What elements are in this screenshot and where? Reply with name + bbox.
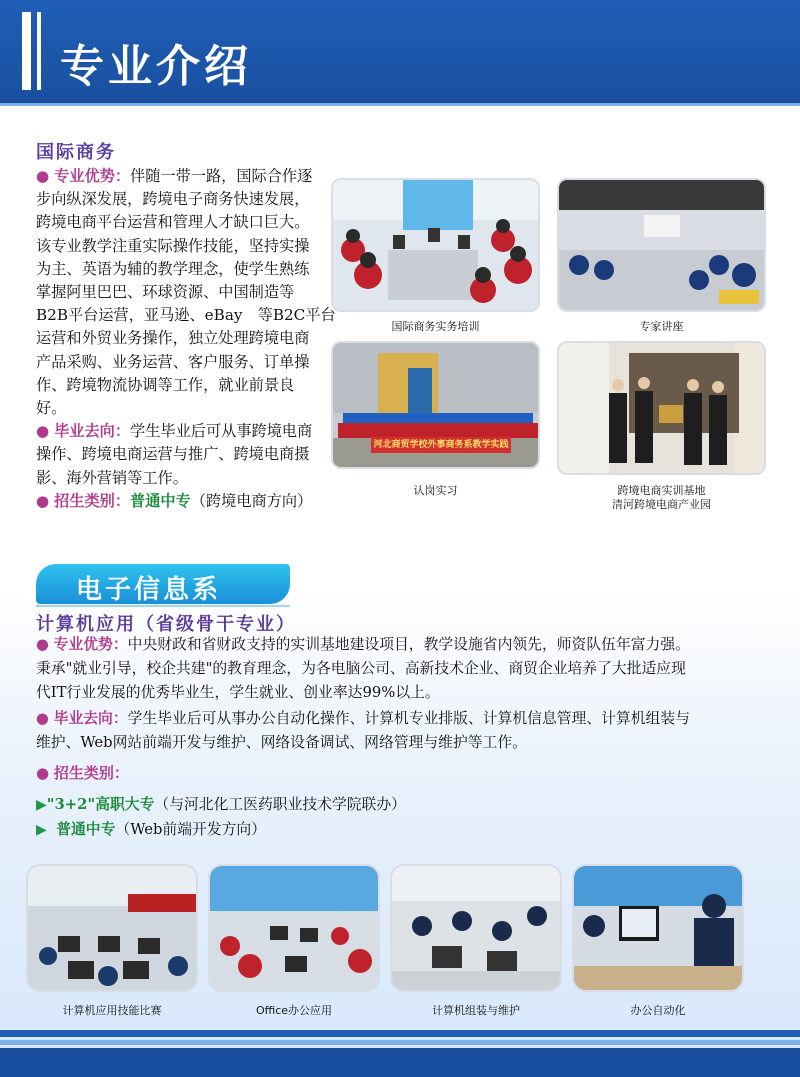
text-line: 伴随一带一路，国际合作逐 — [130, 167, 313, 185]
bullet-icon: ● — [36, 636, 49, 653]
footer-stripe — [0, 1040, 800, 1045]
text-line: B2B平台运营，亚马逊、eBay 等B2C平台 — [36, 306, 336, 325]
enrollment-note: （与河北化工医药职业技术学院联办） — [154, 796, 406, 813]
text-line: 维护、Web网站前端开发与维护、网络设备调试、网络管理与维护等工作。 — [36, 734, 527, 751]
bullet-icon: ● — [36, 167, 50, 185]
advantage-label: 专业优势： — [54, 167, 131, 185]
major-title-intl-business: 国际商务 — [36, 142, 116, 163]
footer-band — [0, 1048, 800, 1077]
header-accent-bar — [22, 12, 31, 90]
text-line: 掌握阿里巴巴、环球资源、中国制造等 — [36, 283, 295, 302]
caption: 清河跨境电商产业园 — [612, 498, 711, 511]
caption: 办公自动化 — [630, 1004, 686, 1017]
computer-advantage-block — [36, 633, 776, 705]
text-line: 好。 — [36, 399, 67, 418]
header-accent-bar-thin — [37, 12, 41, 90]
bullet-icon: ● — [36, 710, 49, 727]
text-line: 运营和外贸业务操作，独立处理跨境电商 — [36, 329, 310, 348]
text-line: 作、跨境物流协调等工作，就业前景良 — [36, 375, 295, 394]
text-line: 操作、跨境电商运营与推广、跨境电商摄 — [36, 445, 310, 464]
photo-office-automation — [572, 864, 744, 992]
footer-stripe — [0, 1030, 800, 1037]
enrollment-label: 招生类别： — [53, 764, 129, 782]
caption: 国际商务实务培训 — [391, 320, 480, 333]
department-ribbon — [36, 564, 290, 604]
photo-ecommerce-base — [557, 341, 766, 475]
computer-destination-block — [36, 707, 776, 755]
enrollment-item — [36, 793, 406, 817]
text-line: 代IT行业发展的优秀毕业生，学生就业、创业率达99%以上。 — [36, 684, 440, 701]
bullet-icon: ● — [36, 491, 50, 510]
photo-training — [331, 178, 540, 312]
text-line: 产品采购、业务运营、客户服务、订单操 — [36, 352, 310, 371]
text-line: 中央财政和省财政支持的实训基地建设项目，教学设施省内领先，师资队伍年富力强。 — [127, 636, 690, 653]
photo-internship — [331, 341, 540, 469]
caption: 专家讲座 — [639, 320, 684, 333]
enrollment-item — [36, 818, 266, 842]
enrollment-label: 招生类别： — [54, 491, 131, 510]
destination-label: 毕业去向： — [53, 710, 128, 727]
banner-text: 河北商贸学校外事商务系教学实践 — [371, 437, 511, 453]
page-title: 专业介绍 — [60, 41, 252, 92]
bullet-icon: ● — [36, 764, 50, 782]
text-line: 为主、英语为辅的教学理念，使学生熟练 — [36, 259, 310, 278]
caption: 认岗实习 — [413, 484, 458, 497]
destination-label: 毕业去向： — [54, 422, 131, 441]
page-header — [0, 0, 800, 103]
photo-skills-contest — [26, 864, 198, 992]
photo-lecture — [557, 178, 766, 312]
caption: 计算机应用技能比赛 — [62, 1004, 162, 1017]
photo-office-apps — [208, 864, 380, 992]
text-line: 影、海外营销等工作。 — [36, 468, 188, 487]
enrollment-note: （Web前端开发方向） — [115, 821, 267, 838]
major-title-computer: 计算机应用（省级骨干专业） — [36, 614, 296, 635]
advantage-label: 专业优势： — [53, 636, 128, 653]
text-line: 跨境电商平台运营和管理人才缺口巨大。 — [36, 213, 310, 232]
caption: 跨境电商实训基地 — [617, 484, 706, 497]
enrollment-value: 普通中专 — [130, 491, 191, 510]
enrollment-value: 普通中专 — [56, 821, 116, 838]
enrollment-value: "3+2"高职大专 — [46, 796, 155, 813]
ribbon-underline — [36, 605, 290, 607]
text-line: 该专业教学注重实际操作技能，坚持实操 — [36, 236, 310, 255]
arrow-icon: ▶ — [36, 797, 47, 813]
text-line: 秉承"就业引导，校企共建"的教育理念，为各电脑公司、高新技术企业、商贸企业培养了大批适应现 — [36, 660, 686, 677]
text-line: 学生毕业后可从事跨境电商 — [130, 422, 313, 441]
bullet-icon: ● — [36, 422, 50, 441]
caption: Office办公应用 — [255, 1004, 333, 1017]
computer-enrollment-heading — [36, 762, 129, 785]
header-divider — [0, 103, 800, 106]
intl-advantage-block — [36, 165, 336, 513]
text-line: 步向纵深发展，跨境电子商务快速发展， — [36, 190, 310, 209]
department-title: 电子信息系 — [76, 575, 222, 605]
arrow-icon: ▶ — [36, 822, 47, 838]
caption: 计算机组装与维护 — [432, 1004, 520, 1017]
photo-pc-assembly — [390, 864, 562, 992]
enrollment-note: （跨境电商方向） — [190, 491, 313, 510]
text-line: 学生毕业后可从事办公自动化操作、计算机专业排版、计算机信息管理、计算机组装与 — [127, 710, 690, 727]
